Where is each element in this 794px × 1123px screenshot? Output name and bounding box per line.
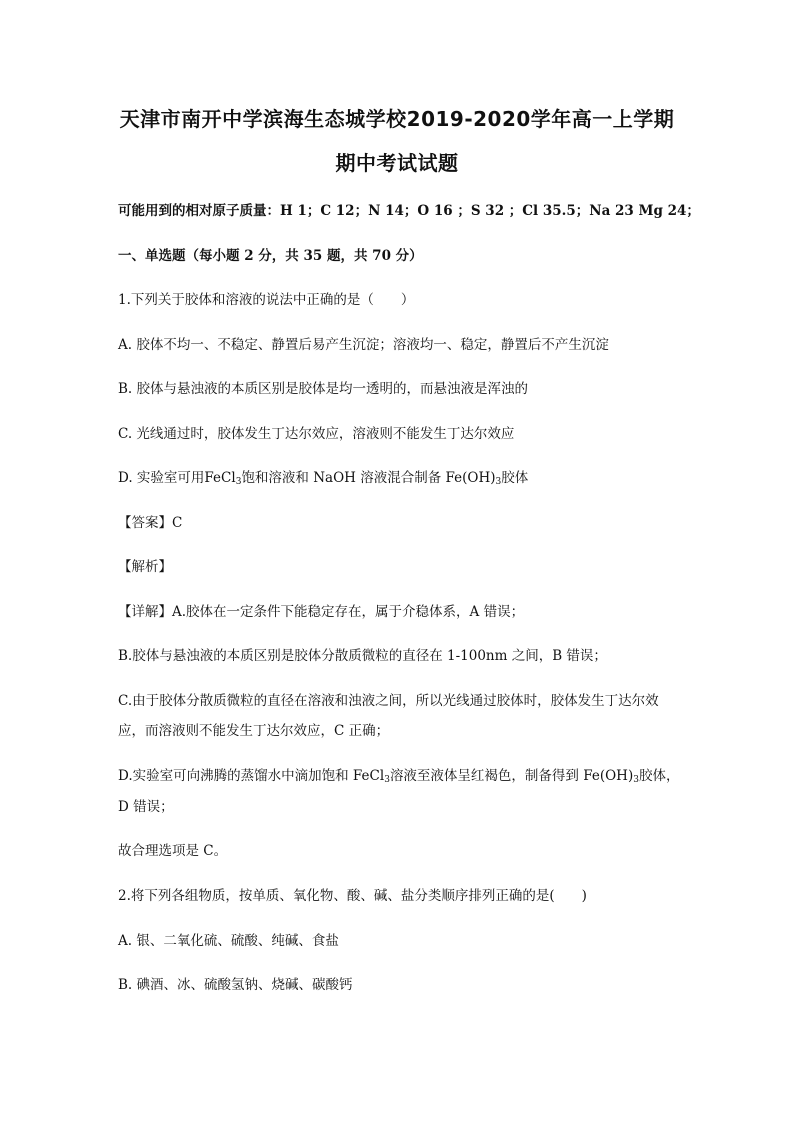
question-1-detail-b: B.胶体与悬浊液的本质区别是胶体分散质微粒的直径在 1-100nm 之间，B 错误； — [118, 648, 607, 664]
question-1-stem: 1.下列关于胶体和溶液的说法中正确的是（ ） — [118, 292, 415, 308]
option-d-text-1: D. 实验室可用FeCl — [118, 470, 236, 486]
question-1-option-d — [118, 466, 678, 486]
detail-d-text-2: 溶液至液体呈红褐色，制备得到 Fe(OH) — [389, 768, 634, 784]
question-1-option-a: A. 胶体不均一、不稳定、静置后易产生沉淀；溶液均一、稳定，静置后不产生沉淀 — [118, 337, 609, 353]
detail-d-text-3: 胶体， — [638, 768, 680, 784]
option-d-text-2: 饱和溶液和 NaOH 溶液混合制备 Fe(OH) — [241, 470, 496, 486]
question-1-detail-c-line-2: 应，而溶液则不能发生丁达尔效应，C 正确； — [118, 723, 390, 739]
question-1-option-b: B. 胶体与悬浊液的本质区别是胶体是均一透明的，而悬浊液是浑浊的 — [118, 381, 529, 397]
detail-tag: 【详解】 — [118, 604, 172, 620]
title-line-2: 期中考试试题 — [335, 151, 459, 175]
option-d-subscript-2: 3 — [495, 477, 502, 487]
atomic-masses-note: 可能用到的相对原子质量：H 1；C 12；N 14；O 16 ；S 32 ；Cl 35.5；Na 23 Mg 24； — [118, 203, 700, 219]
question-1-detail-a — [118, 600, 678, 620]
detail-a-text: A.胶体在一定条件下能稳定存在，属于介稳体系，A 错误； — [172, 604, 525, 620]
question-1-option-c: C. 光线通过时，胶体发生丁达尔效应，溶液则不能发生丁达尔效应 — [118, 426, 515, 442]
question-1-analysis-label: 【解析】 — [118, 559, 172, 575]
question-1-detail-d-line-1 — [118, 764, 678, 784]
title-line-1: 天津市南开中学滨海生态城学校2019-2020学年高一上学期 — [119, 107, 675, 131]
question-2-stem: 2.将下列各组物质，按单质、氧化物、酸、碱、盐分类顺序排列正确的是( ) — [118, 888, 587, 904]
section-heading: 一、单选题（每小题 2 分，共 35 题，共 70 分） — [118, 248, 423, 264]
question-1-answer: 【答案】C — [118, 515, 183, 531]
question-2-option-b: B. 碘酒、冰、硫酸氢钠、烧碱、碳酸钙 — [118, 977, 353, 993]
question-1-detail-c-line-1: C.由于胶体分散质微粒的直径在溶液和浊液之间，所以光线通过胶体时，胶体发生丁达尔效 — [118, 693, 659, 709]
detail-d-subscript-1: 3 — [384, 775, 390, 785]
option-d-subscript-1: 3 — [235, 477, 242, 487]
question-2-option-a: A. 银、二氧化硫、硫酸、纯碱、食盐 — [118, 933, 339, 949]
question-1-detail-d-line-2: D 错误； — [118, 799, 174, 815]
option-d-text-3: 胶体 — [501, 470, 529, 486]
question-1-conclusion: 故合理选项是 C。 — [118, 843, 228, 859]
detail-d-text-1: D.实验室可向沸腾的蒸馏水中滴加饱和 FeCl — [118, 768, 385, 784]
detail-d-subscript-2: 3 — [633, 775, 639, 785]
